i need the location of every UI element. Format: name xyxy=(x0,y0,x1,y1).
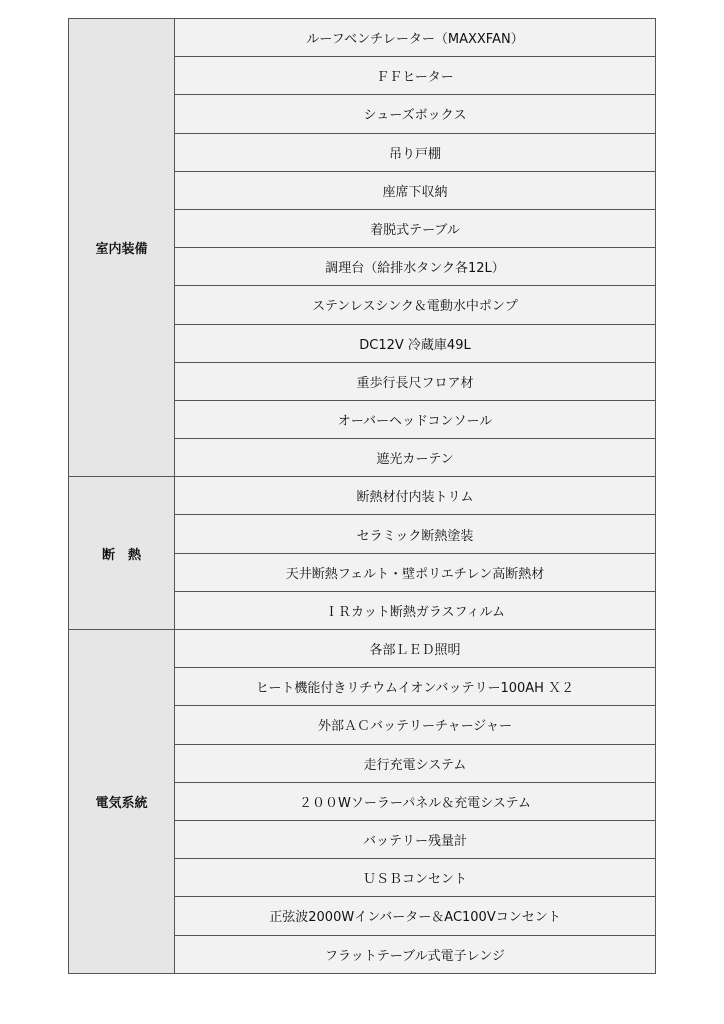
category-label: 室内装備 xyxy=(69,19,175,477)
equipment-item: 調理台（給排水タンク各12L） xyxy=(175,248,656,286)
equipment-item: 外部ＡＣバッテリーチャージャー xyxy=(175,706,656,744)
equipment-item: セラミック断熱塗装 xyxy=(175,515,656,553)
equipment-item: 天井断熱フェルト・壁ポリエチレン高断熱材 xyxy=(175,553,656,591)
equipment-item: ＩＲカット断熱ガラスフィルム xyxy=(175,591,656,629)
equipment-item: オーバーヘッドコンソール xyxy=(175,400,656,438)
table-row xyxy=(69,630,656,668)
category-label: 電気系統 xyxy=(69,630,175,974)
equipment-item: 断熱材付内装トリム xyxy=(175,477,656,515)
equipment-item: ヒート機能付きリチウムイオンバッテリー100AH Ｘ２ xyxy=(175,668,656,706)
equipment-item: 正弦波2000Wインバーター＆AC100Vコンセント xyxy=(175,897,656,935)
category-label: 断 熱 xyxy=(69,477,175,630)
equipment-spec-table xyxy=(68,18,656,974)
equipment-item: シューズボックス xyxy=(175,95,656,133)
equipment-item: 走行充電システム xyxy=(175,744,656,782)
spec-table-body xyxy=(69,19,656,974)
equipment-item: 重歩行長尺フロア材 xyxy=(175,362,656,400)
equipment-item: ＵＳＢコンセント xyxy=(175,859,656,897)
table-row xyxy=(69,477,656,515)
equipment-item: 座席下収納 xyxy=(175,171,656,209)
table-row xyxy=(69,19,656,57)
equipment-item: フラットテーブル式電子レンジ xyxy=(175,935,656,973)
equipment-item: 各部ＬＥＤ照明 xyxy=(175,630,656,668)
equipment-item: ＦＦヒーター xyxy=(175,57,656,95)
equipment-item: ルーフベンチレーター（MAXXFAN） xyxy=(175,19,656,57)
equipment-item: ステンレスシンク＆電動水中ポンプ xyxy=(175,286,656,324)
equipment-item: 吊り戸棚 xyxy=(175,133,656,171)
equipment-item: ２００Wソーラーパネル＆充電システム xyxy=(175,782,656,820)
equipment-item: バッテリー残量計 xyxy=(175,820,656,858)
equipment-item: 遮光カーテン xyxy=(175,439,656,477)
equipment-item: DC12V 冷蔵庫49L xyxy=(175,324,656,362)
equipment-item: 着脱式テーブル xyxy=(175,209,656,247)
